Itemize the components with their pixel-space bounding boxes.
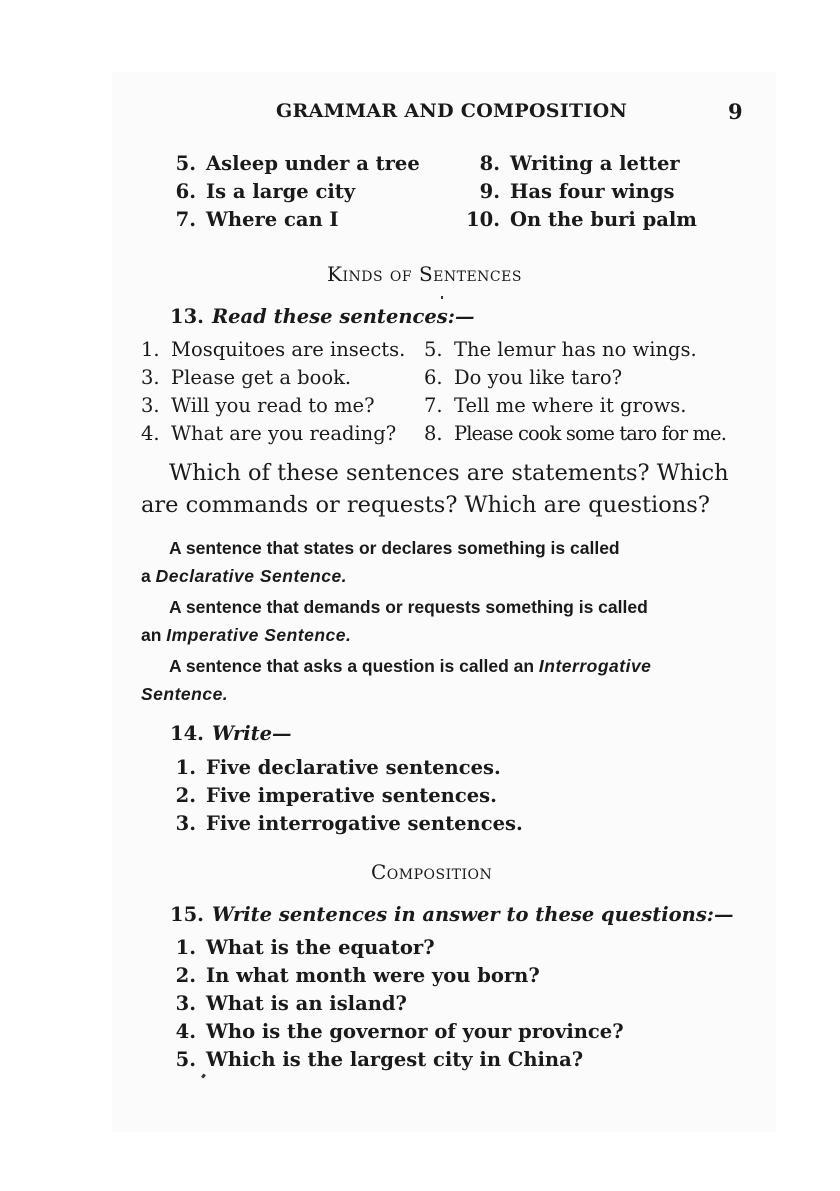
definition-interrogative-term xyxy=(141,684,228,705)
item-text: Has four wings xyxy=(510,180,675,203)
definition-imperative-term xyxy=(141,625,351,646)
item-text: What are you reading? xyxy=(171,422,397,445)
exercise-heading xyxy=(170,305,474,328)
item-text: The lemur has no wings. xyxy=(454,338,697,361)
fragment-item xyxy=(462,152,680,175)
definition-interrogative xyxy=(169,656,651,677)
page-number: 9 xyxy=(728,99,743,124)
item-number: 3. xyxy=(141,366,160,389)
section-heading: Kinds of Sentences xyxy=(327,262,522,286)
table-row xyxy=(424,422,726,445)
item-text: Who is the governor of your province? xyxy=(206,1020,624,1043)
item-text: On the buri palm xyxy=(510,208,697,231)
item-number: 3. xyxy=(141,394,160,417)
item-number: 1. xyxy=(141,338,160,361)
table-row xyxy=(424,366,622,389)
exercise-number: 15. xyxy=(170,903,204,926)
item-number: 2. xyxy=(175,964,196,987)
table-row xyxy=(424,394,687,417)
section-heading: Composition xyxy=(371,860,493,884)
term-interrogative-end: Sentence. xyxy=(141,684,229,704)
list-item xyxy=(170,784,497,807)
item-number: 10. xyxy=(466,208,500,231)
item-text: Asleep under a tree xyxy=(206,152,420,175)
definition-text: A sentence that asks a question is called an xyxy=(169,656,539,676)
item-number: 3. xyxy=(175,992,196,1015)
exercise-heading xyxy=(170,903,734,926)
item-text: Will you read to me? xyxy=(171,394,375,417)
item-number: 6. xyxy=(424,366,443,389)
list-item xyxy=(170,1048,583,1071)
table-row xyxy=(141,366,351,389)
item-number: 8. xyxy=(424,422,443,445)
table-row xyxy=(424,338,697,361)
item-number: 1. xyxy=(175,756,196,779)
definition-declarative-term xyxy=(141,566,347,587)
term-interrogative: Interrogative xyxy=(538,656,652,676)
list-item xyxy=(170,964,540,987)
item-text: Five declarative sentences. xyxy=(206,756,501,779)
definition-declarative: A sentence that states or declares something is called xyxy=(169,538,620,558)
item-text: Which is the largest city in China? xyxy=(206,1048,584,1071)
fragment-item xyxy=(170,208,339,231)
item-text: In what month were you born? xyxy=(206,964,540,987)
item-number: 7. xyxy=(424,394,443,417)
item-number: 1. xyxy=(175,936,196,959)
exercise-instruction: Write sentences in answer to these questions:— xyxy=(211,903,734,926)
item-number: 9. xyxy=(479,180,500,203)
item-text: Mosquitoes are insects. xyxy=(171,338,406,361)
item-text: Please get a book. xyxy=(171,366,352,389)
definition-imperative: A sentence that demands or requests something is called xyxy=(169,597,648,617)
sentence-table xyxy=(141,338,751,456)
list-item xyxy=(170,992,407,1015)
item-text: Writing a letter xyxy=(510,152,680,175)
print-speck xyxy=(441,296,443,299)
fragment-item xyxy=(170,180,355,203)
item-text: Tell me where it grows. xyxy=(454,394,687,417)
term-declarative: Declarative Sentence. xyxy=(155,566,348,586)
list-item xyxy=(170,756,501,779)
table-row xyxy=(141,394,375,417)
item-number: 4. xyxy=(175,1020,196,1043)
item-number: 4. xyxy=(141,422,160,445)
fragment-item xyxy=(462,180,674,203)
question-paragraph-line: Which of these sentences are statements? Which xyxy=(169,460,729,486)
term-imperative: Imperative Sentence. xyxy=(166,625,352,645)
item-text: What is an island? xyxy=(206,992,407,1015)
fragment-item xyxy=(462,208,697,231)
exercise-number: 13. xyxy=(170,305,204,328)
item-text: Five interrogative sentences. xyxy=(206,812,523,835)
item-text: Please cook some taro for me. xyxy=(454,422,726,445)
item-text: Do you like taro? xyxy=(454,366,623,389)
exercise-heading xyxy=(170,722,292,745)
definition-prefix: a xyxy=(141,566,156,586)
list-item xyxy=(170,936,435,959)
exercise-number: 14. xyxy=(170,722,204,745)
exercise-instruction: Write— xyxy=(211,722,292,745)
question-paragraph-line: are commands or requests? Which are questions? xyxy=(141,492,710,518)
item-number: 8. xyxy=(479,152,500,175)
running-header: GRAMMAR AND COMPOSITION xyxy=(276,100,628,122)
item-number: 5. xyxy=(175,152,196,175)
exercise-instruction: Read these sentences:— xyxy=(211,305,475,328)
list-item xyxy=(170,812,523,835)
item-text: Five imperative sentences. xyxy=(206,784,497,807)
item-number: 3. xyxy=(175,812,196,835)
item-number: 2. xyxy=(175,784,196,807)
item-number: 6. xyxy=(175,180,196,203)
table-row xyxy=(141,338,405,361)
fragment-item xyxy=(170,152,420,175)
item-text: Where can I xyxy=(206,208,339,231)
list-item xyxy=(170,1020,624,1043)
item-number: 5. xyxy=(175,1048,196,1071)
table-row xyxy=(141,422,396,445)
item-text: Is a large city xyxy=(206,180,356,203)
item-number: 5. xyxy=(424,338,443,361)
item-text: What is the equator? xyxy=(206,936,435,959)
item-number: 7. xyxy=(175,208,196,231)
definition-prefix: an xyxy=(141,625,167,645)
